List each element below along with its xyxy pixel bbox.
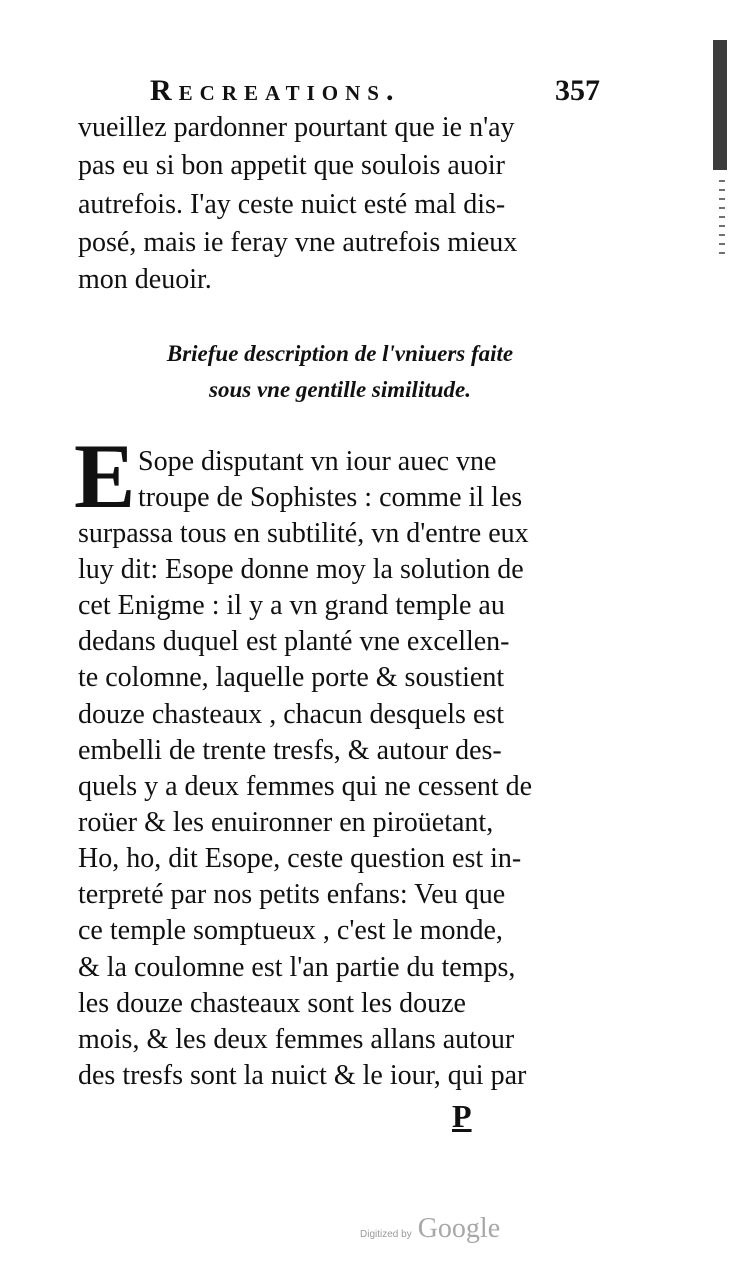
text-line: pas eu si bon appetit que soulois auoir [78,150,505,181]
digitized-watermark [360,1213,500,1245]
body-line: des tresfs sont la nuict & le iour, qui par [78,1060,527,1091]
body-line: embelli de trente tresfs, & autour des- [78,735,502,766]
body-line: luy dit: Esope donne moy la solution de [78,554,524,585]
running-title: Recreations. [150,74,401,107]
running-head [150,74,600,114]
text-line: posé, mais ie feray vne autrefois mieux [78,227,518,258]
text-line: vueillez pardonner pourtant que ie n'ay [78,112,515,143]
body-line: douze chasteaux , chacun desquels est [78,699,505,730]
page-number: 357 [555,74,600,107]
body-line: & la coulomne est l'an partie du temps, [78,952,516,983]
section-heading-line: sous vne gentille similitude. [209,377,471,402]
body-line: troupe de Sophistes : comme il les [138,482,523,513]
body-line: surpassa tous en subtilité, vn d'entre eux [78,518,529,549]
body-line: dedans duquel est planté vne excellen- [78,626,510,657]
body-line: terpreté par nos petits enfans: Veu que [78,879,506,910]
scan-edge-artifact [713,40,727,170]
watermark-logo-text: Google [417,1213,501,1244]
scan-edge-dots [719,180,725,260]
body-line: cet Enigme : il y a vn grand temple au [78,590,505,621]
body-line: mois, & les deux femmes allans autour [78,1024,515,1055]
signature-mark: P [452,1098,472,1134]
body-line: les douze chasteaux sont les douze [78,988,466,1019]
body-line: roüer & les enuironner en piroüetant, [78,807,494,838]
body-line: Ho, ho, dit Esope, ceste question est in- [78,843,522,874]
body-line: ce temple somptueux , c'est le monde, [78,915,503,946]
text-line: mon deuoir. [78,264,212,295]
text-line: autrefois. I'ay ceste nuict esté mal dis- [78,189,506,220]
watermark-small-text: Digitized by [360,1229,412,1240]
body-line: Sope disputant vn iour auec vne [138,446,497,477]
section-heading-line: Briefue description de l'vniuers faite [166,341,514,366]
body-line: te colomne, laquelle porte & soustient [78,662,505,693]
body-line: quels y a deux femmes qui ne cessent de [78,771,533,802]
drop-cap: E [74,425,136,527]
